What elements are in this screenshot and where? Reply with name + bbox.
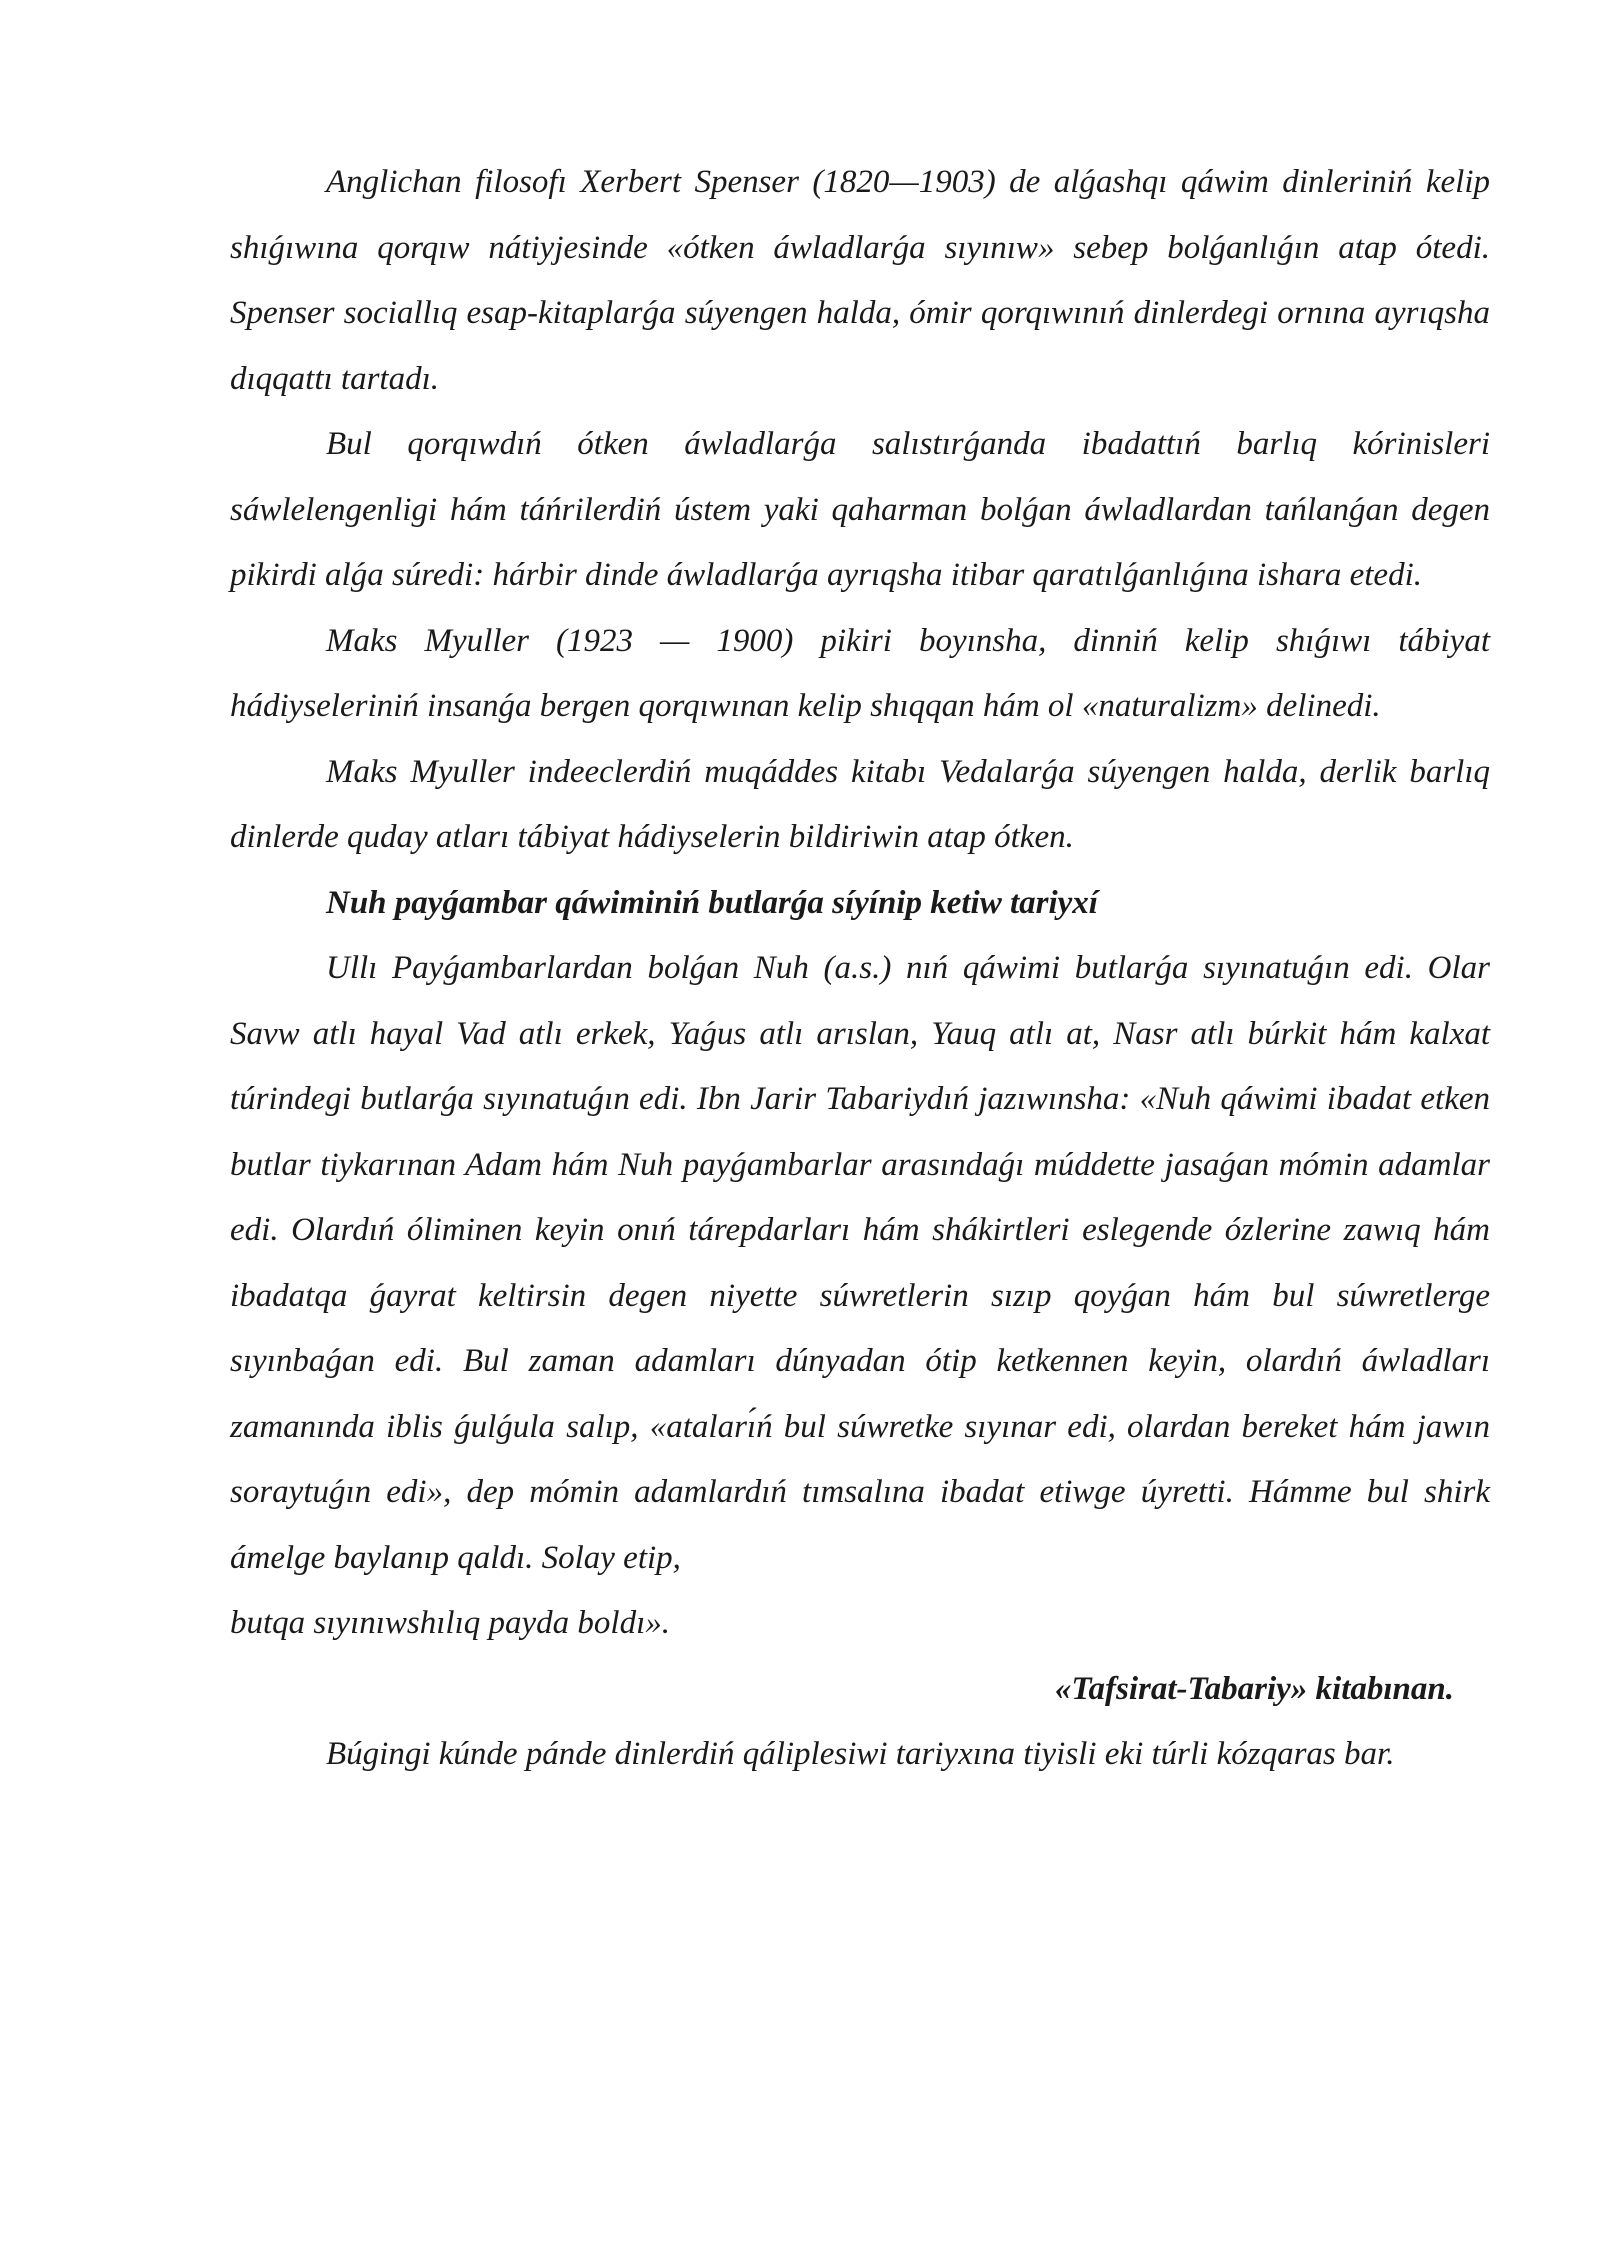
paragraph-today: Búgingi kúnde pánde dinlerdiń qáliplesiwi tariyxına tiyisli eki túrli kózqaras bar. [326, 1736, 1395, 1772]
paragraph-nuh-continued: butqa sıyınıwshılıq payda boldı». [230, 1605, 671, 1641]
paragraph-nuh: Ullı Payǵambarlardan bolǵan Nuh (a.s.) nıń qáwimi butlarǵa sıyınatuǵın edi. Olar Savw atlı hayal Vad atlı erkek, Yaǵus atlı arıslan, Yauq atlı at, Nasr atlı búrkit hám kalxat túrindegi butlarǵa sıyınatuǵın edi. Ibn Jarir Tabariydıń jazıwınsha: «Nuh qáwimi ibadat etken butlar tiykarınan Adam hám Nuh payǵambarlar arasındaǵı múddette jasaǵan mómin adamlar edi. Olardıń óliminen keyin onıń tárepdarları hám shákirtleri eslegende ózlerine zawıq hám ibadatqa ǵayrat keltirsin degen niyette súwretlerin sızıp qoyǵan hám bul súwretlerge sıyınbaǵan edi. Bul zaman adamları dúnyadan ótip ketkennen keyin, olardıń áwladları zamanında iblis ǵulǵula salıp, «ataları́ń bul súwretke sıyınar edi, olardan bereket hám jawın soraytuǵın edi», dep mómin adamlardıń tımsalına ibadat etiwge úyretti. Hámme bul shirk ámelge baylanıp qaldı. Solay etip, [230, 950, 1490, 1576]
document-body [230, 150, 1490, 1788]
paragraph-ancestors: Bul qorqıwdıń ótken áwladlarǵa salıstırǵanda ibadattıń barlıq kórinisleri sáwlelengenligi hám táńrilerdiń ústem yaki qaharman bolǵan áwladlardan tańlanǵan degen pikirdi alǵa súredi: hárbir dinde áwladlarǵa ayrıqsha itibar qaratılǵanlıǵına ishara etedi. [230, 426, 1490, 593]
paragraph-myuller-1: Maks Myuller (1923 — 1900) pikiri boyınsha, dinniń kelip shıǵıwı tábiyat hádiyseleriniń insanǵa bergen qorqıwınan kelip shıqqan hám ol «naturalizm» delinedi. [230, 622, 1490, 724]
paragraph-spencer: Anglichan filosofı Xerbert Spenser (1820—1903) de alǵashqı qáwim dinleriniń kelip shıǵıwına qorqıw nátiyjesinde «ótken áwladlarǵa sıyınıw» sebep bolǵanlıǵın atap ótedi. Spenser sociallıq esap-kitaplarǵa súyengen halda, ómir qorqıwınıń dinlerdegi ornına ayrıqsha dıqqattı tartadı. [230, 164, 1490, 397]
paragraph-myuller-2: Maks Myuller indeeclerdiń muqáddes kitabı Vedalarǵa súyengen halda, derlik barlıq dinlerde quday atları tábiyat hádiyselerin bildiriwin atap ótken. [230, 753, 1490, 855]
citation-source: «Tafsirat-Tabariy» kitabınan. [1054, 1670, 1454, 1707]
section-heading: Nuh payǵambar qáwiminiń butlarǵa síyínip ketiw tariyxí [326, 884, 1098, 921]
